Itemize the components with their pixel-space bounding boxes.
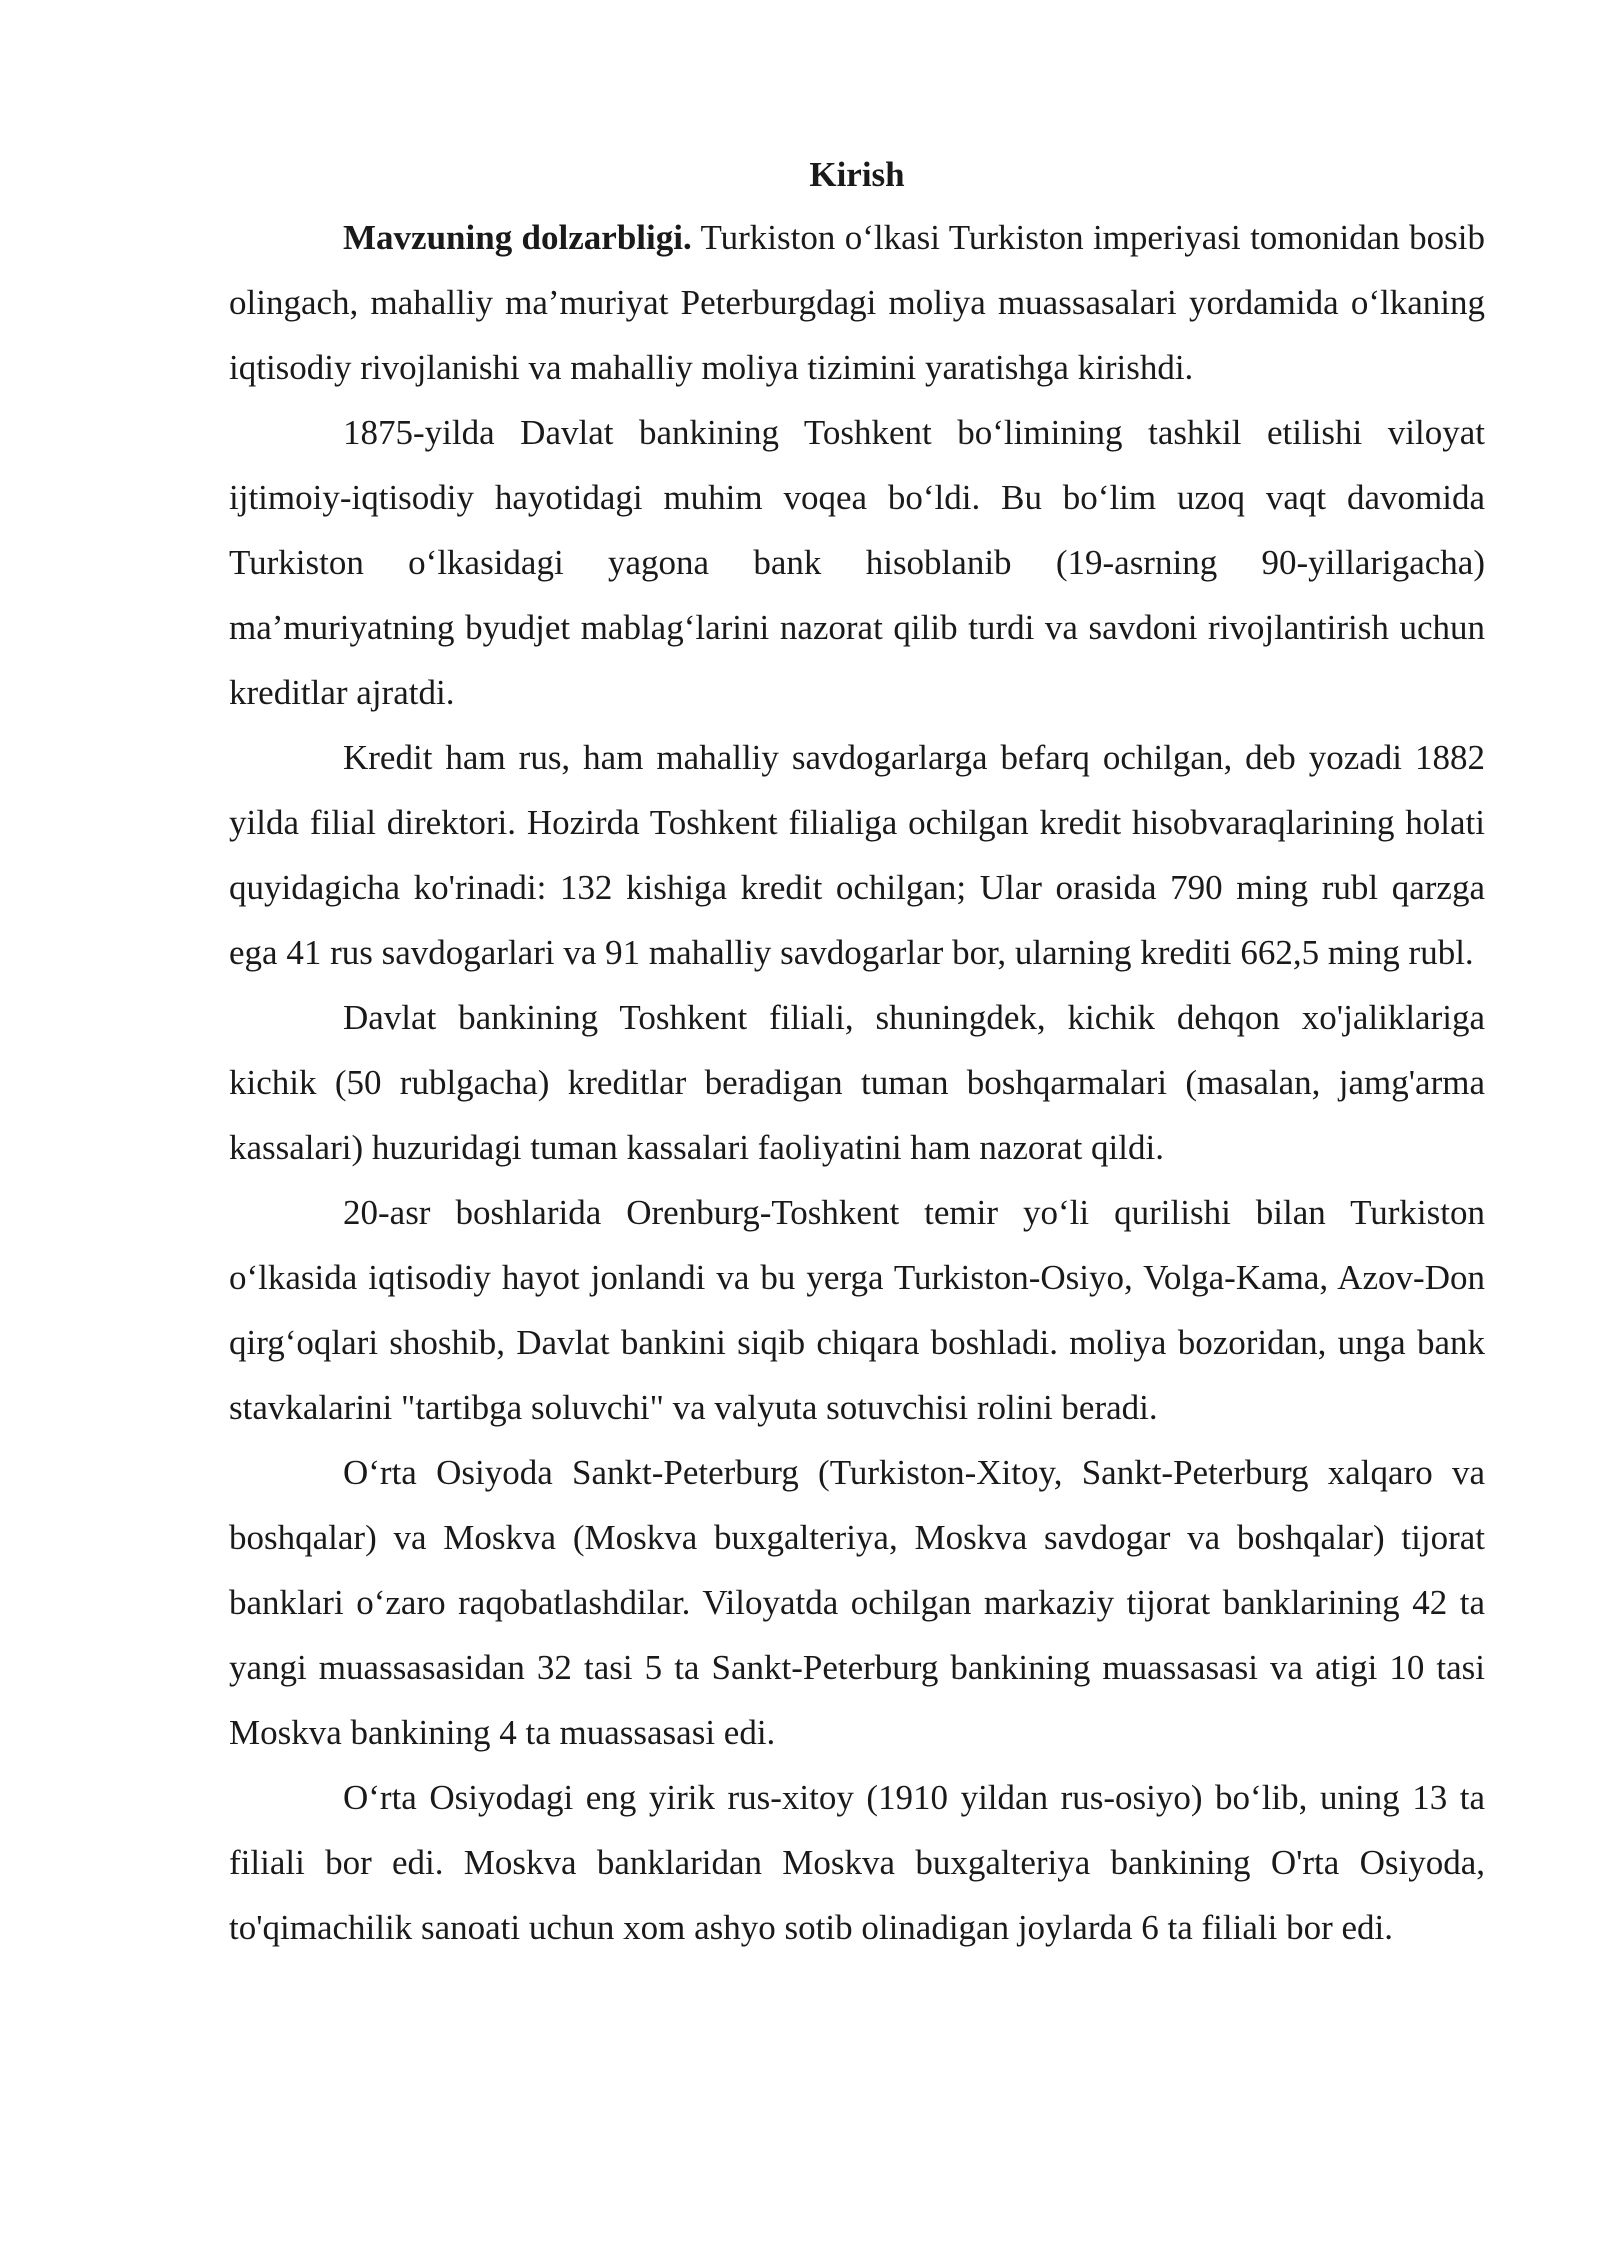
- paragraph-20th-century: 20-asr boshlarida Orenburg-Toshkent temir yo‘li qurilishi bilan Turkiston o‘lkasida iqtisodiy hayot jonlandi va bu yerga Turkiston-Osiyo, Volga-Kama, Azov-Don qirg‘oqlari shoshib, Davlat bankini siqib chiqara boshladi. moliya bozoridan, unga bank stavkalarini "tartibga soluvchi" va valyuta sotuvchisi rolini beradi.: [229, 1193, 1485, 1427]
- paragraph-text: Turkiston o‘lkasi Turkiston imperiyasi tomonidan bosib olingach, mahalliy ma’muriyat Peterburgdagi moliya muassasalari yordamida o‘lkaning iqtisodiy rivojlanishi va mahalliy moliya tizimini yaratishga kirishdi.: [229, 218, 1485, 387]
- paragraph-tashkent-branch: Davlat bankining Toshkent filiali, shuningdek, kichik dehqon xo'jaliklariga kichik (50 rublgacha) kreditlar beradigan tuman boshqarmalari (masalan, jamg'arma kassalari) huzuridagi tuman kassalari faoliyatini ham nazorat qildi.: [229, 998, 1485, 1167]
- paragraph-largest-bank: O‘rta Osiyodagi eng yirik rus-xitoy (1910 yildan rus-osiyo) bo‘lib, uning 13 ta filiali bor edi. Moskva banklaridan Moskva buxgalteriya bankining O'rta Osiyoda, to'qimachilik sanoati uchun xom ashyo sotib olinadigan joylarda 6 ta filiali bor edi.: [229, 1778, 1485, 1947]
- paragraph-commercial-banks: O‘rta Osiyoda Sankt-Peterburg (Turkiston-Xitoy, Sankt-Peterburg xalqaro va boshqalar) va Moskva (Moskva buxgalteriya, Moskva savdogar va boshqalar) tijorat banklari o‘zaro raqobatlashdilar. Viloyatda ochilgan markaziy tijorat banklarining 42 ta yangi muassasasidan 32 tasi 5 ta Sankt-Peterburg bankining muassasasi va atigi 10 tasi Moskva bankining 4 ta muassasasi edi.: [229, 1453, 1485, 1752]
- lead-label: Mavzuning dolzarbligi.: [343, 218, 692, 257]
- document-page: [229, 145, 1485, 1960]
- page-title: Kirish: [809, 155, 905, 194]
- paragraph-credit: Kredit ham rus, ham mahalliy savdogarlarga befarq ochilgan, deb yozadi 1882 yilda filial direktori. Hozirda Toshkent filialiga ochilgan kredit hisobvaraqlarining holati quyidagicha ko'rinadi: 132 kishiga kredit ochilgan; Ular orasida 790 ming rubl qarzga ega 41 rus savdogarlari va 91 mahalliy savdogarlar bor, ularning krediti 662,5 ming rubl.: [229, 738, 1485, 972]
- paragraph-relevance: [229, 205, 1485, 400]
- paragraph-1875: 1875-yilda Davlat bankining Toshkent bo‘limining tashkil etilishi viloyat ijtimoiy-iqtisodiy hayotidagi muhim voqea bo‘ldi. Bu bo‘lim uzoq vaqt davomida Turkiston o‘lkasidagi yagona bank hisoblanib (19-asrning 90-yillarigacha) ma’muriyatning byudjet mablag‘larini nazorat qilib turdi va savdoni rivojlantirish uchun kreditlar ajratdi.: [229, 413, 1485, 712]
